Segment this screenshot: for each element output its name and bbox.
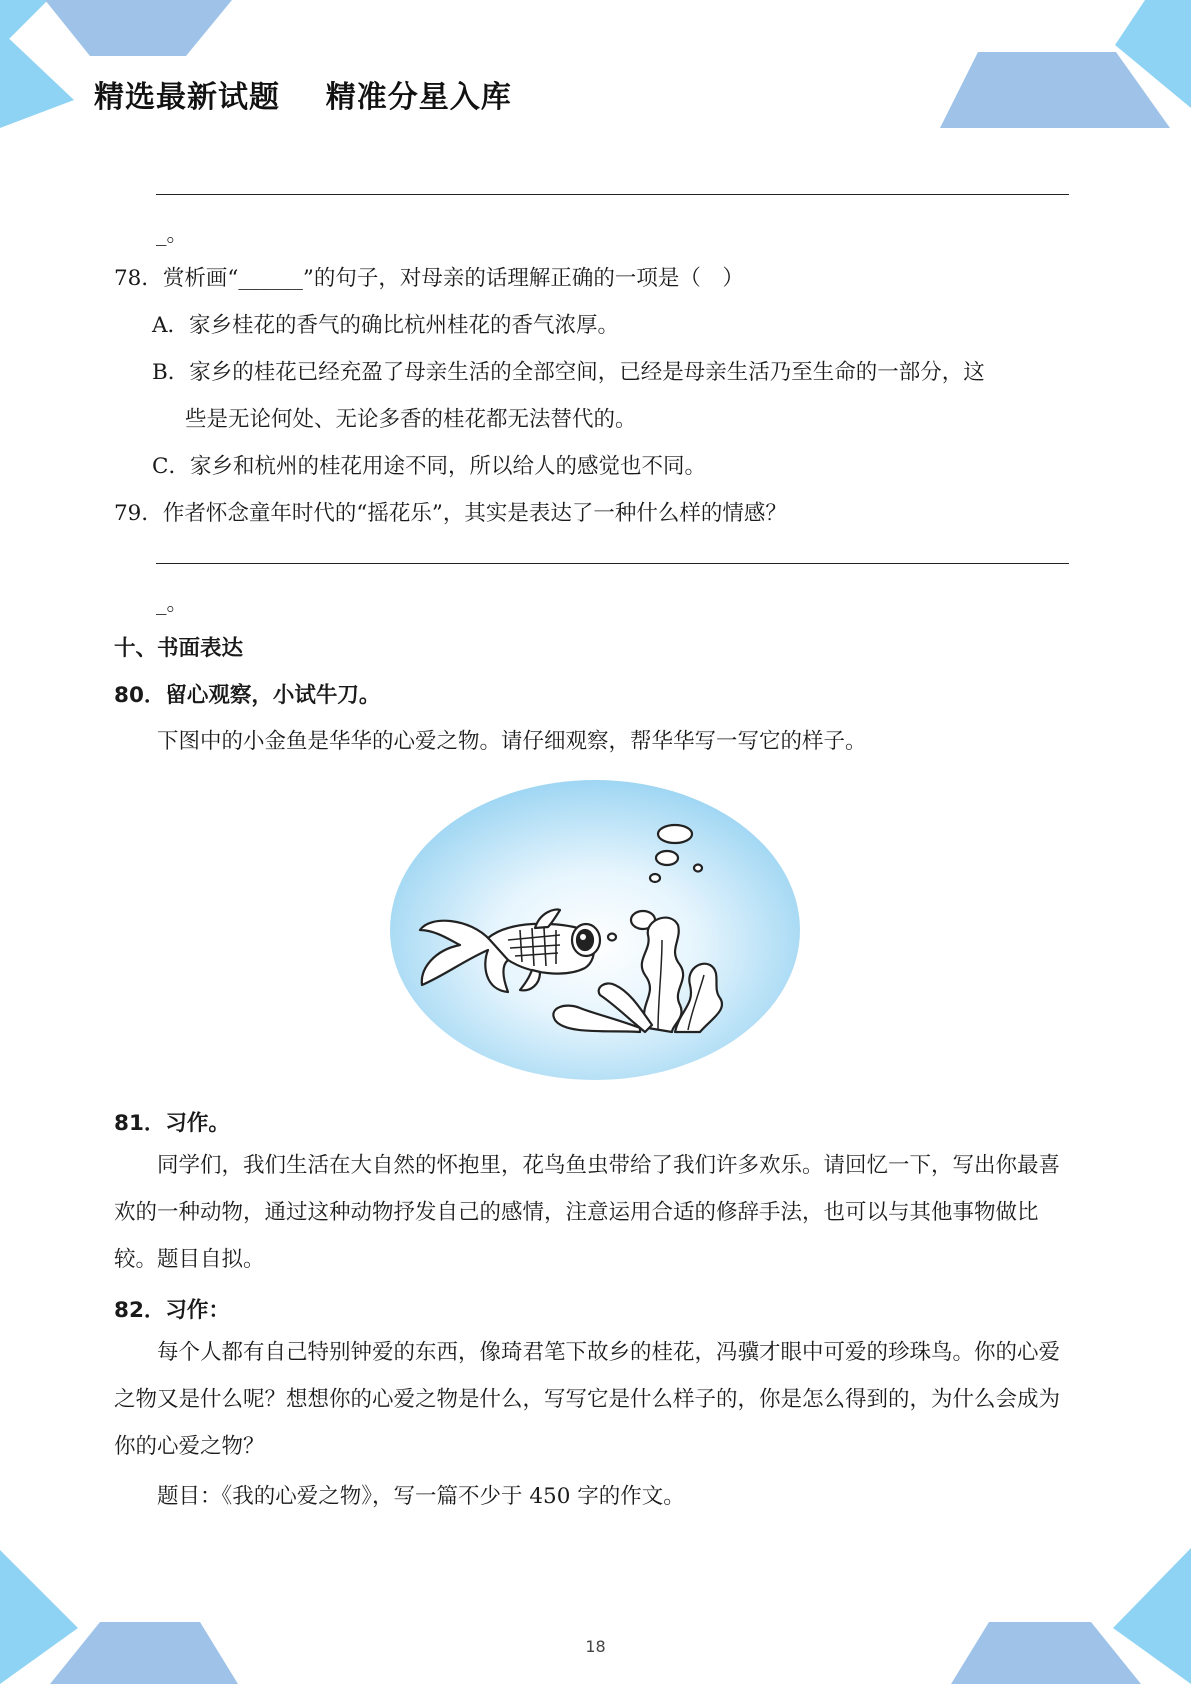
question-81-title: 81．习作。 (114, 1111, 230, 1136)
section-title: 十、书面表达 (114, 636, 244, 661)
option-b-line1: B．家乡的桂花已经充盈了母亲生活的全部空间，已经是母亲生活乃至生命的一部分，这 (152, 360, 985, 385)
answer-tail: _。 (156, 591, 188, 615)
question-80-title: 80．留心观察，小试牛刀。 (114, 683, 381, 708)
answer-line (156, 563, 1069, 564)
question-78-stem: 78．赏析画“______”的句子，对母亲的话理解正确的一项是（ ） (114, 266, 744, 291)
question-82-prompt: 题目：《我的心爱之物》，写一篇不少于 450 字的作文。 (157, 1484, 685, 1509)
bottom-right-decoration (931, 1540, 1191, 1684)
answer-line (156, 194, 1069, 195)
question-79-stem: 79．作者怀念童年时代的“摇花乐”，其实是表达了一种什么样的情感？ (114, 501, 787, 526)
option-b-line2: 些是无论何处、无论多香的桂花都无法替代的。 (185, 407, 637, 432)
top-right-decoration (930, 0, 1191, 130)
question-82-title: 82．习作： (114, 1298, 230, 1323)
question-81-text: 同学们，我们生活在大自然的怀抱里，花鸟鱼虫带给了我们许多欢乐。请回忆一下，写出你最喜欢的一种动物，通过这种动物抒发自己的感情，注意运用合适的修辞手法，也可以与其他事物做比较。题目自拟。 (114, 1153, 1061, 1272)
page-number: 18 (585, 1637, 606, 1656)
answer-tail: _。 (156, 222, 188, 246)
option-c: C．家乡和杭州的桂花用途不同，所以给人的感觉也不同。 (152, 454, 706, 479)
question-82-text: 每个人都有自己特别钟爱的东西，像琦君笔下故乡的桂花，冯骥才眼中可爱的珍珠鸟。你的心爱之物又是什么呢？想想你的心爱之物是什么，写写它是什么样子的，你是怎么得到的，为什么会成为你的心爱之物？ (114, 1340, 1061, 1459)
bottom-left-decoration (0, 1540, 260, 1684)
question-80-text: 下图中的小金鱼是华华的心爱之物。请仔细观察，帮华华写一写它的样子。 (157, 729, 867, 754)
goldfish-illustration (390, 780, 800, 1080)
option-a: A．家乡桂花的香气的确比杭州桂花的香气浓厚。 (152, 313, 620, 338)
header-title: 精选最新试题 精准分星入库 (94, 80, 512, 115)
